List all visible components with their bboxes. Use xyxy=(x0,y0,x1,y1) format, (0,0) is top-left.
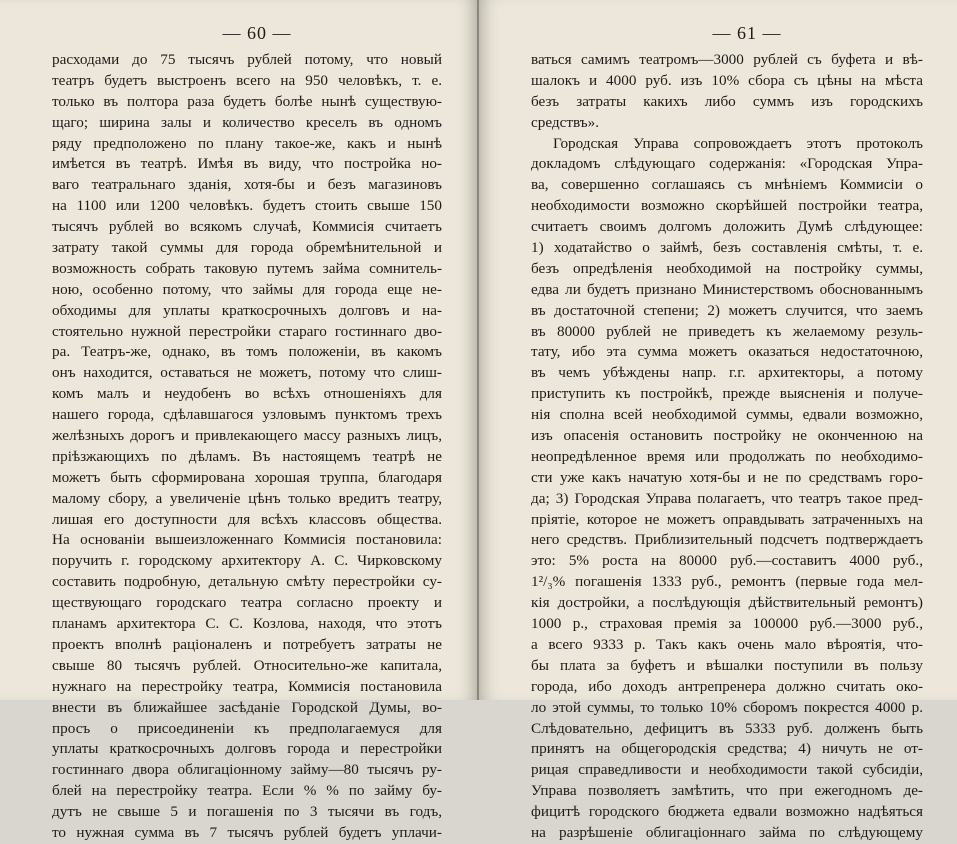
text-line: можетъ быть сформирована хорошая труппа, благодаря xyxy=(52,468,442,486)
text-line: проектъ вполнѣ раціоналенъ и потребуетъ затраты не xyxy=(52,635,442,653)
text-line: пріятіе, которое не можетъ оправдывать затраченныхъ на xyxy=(531,510,923,528)
text-line: театръ будетъ выстроенъ всего на 950 человѣкъ, т. е. xyxy=(52,71,442,89)
text-line: лишая его доступности для всѣхъ классовъ общества. xyxy=(52,510,442,528)
text-line: шалокъ и 4000 руб. изъ 10% сбора съ цѣны на мѣста xyxy=(531,71,923,89)
text-line: него средствъ. Приблизительный подсчетъ подтверждаетъ xyxy=(531,531,923,549)
text-line: свыше 80 тысячъ рублей. Относительно-же капитала, xyxy=(52,656,442,674)
text-line: тату, ибо эта сумма можетъ оказаться недостаточною, xyxy=(531,343,923,361)
text-line: рицая справедливости и необходимости такой субсидіи, xyxy=(531,761,923,779)
text-line: фицитѣ городского бюджета едвали возможно надѣяться xyxy=(531,803,923,821)
text-line: города, ибо доходъ антрепренера должно считать око- xyxy=(531,677,923,695)
text-line: ло этой суммы, то только 10% сборомъ покрестся 4000 р. xyxy=(531,698,923,716)
text-line: въ достаточной степени; 2) можетъ случится, что заемъ xyxy=(531,301,923,319)
text-line: да; 3) Городская Управа полагаетъ, что театръ такое пред- xyxy=(531,489,923,507)
text-line: на 1100 или 1200 человѣкъ. будетъ стоить свыше 150 xyxy=(52,197,442,215)
left-page xyxy=(0,0,478,841)
text-line: въ 80000 рублей не приведетъ къ желаемому резуль- xyxy=(531,322,923,340)
text-line: ваться самимъ театромъ—3000 рублей съ буфета и вѣ- xyxy=(531,51,923,68)
text-line: составить подробную, детальную смѣту перестройки су- xyxy=(52,573,442,591)
text-line: Слѣдовательно, дефицитъ въ 5333 руб. долженъ быть xyxy=(531,719,923,737)
text-line: 1²/₃% погашенія 1333 руб., ремонтъ (первые года мел- xyxy=(531,573,923,591)
body-text xyxy=(531,50,923,844)
text-line: безъ опредѣленія необходимой на постройку суммы, xyxy=(531,259,923,277)
text-line: ною, особенно потому, что займы для города еще не- xyxy=(52,280,442,298)
text-line: ваго театральнаго зданія, хотя-бы и безъ магазиновъ xyxy=(52,176,442,194)
text-line: щаго; ширина залы и количество креселъ въ одномъ xyxy=(52,113,442,131)
text-line: нія сполна всей необходимой суммы, едвали возможно, xyxy=(531,406,923,424)
text-line: имѣется въ театрѣ. Имѣя въ виду, что постройка но- xyxy=(52,155,442,173)
page-number: — 61 — xyxy=(712,23,782,43)
text-line: средствъ». xyxy=(531,113,600,131)
text-line: безъ затраты какихъ либо суммъ изъ городскихъ xyxy=(531,92,923,110)
text-line: расходами до 75 тысячъ рублей потому, что новый xyxy=(52,51,442,68)
text-line: считаетъ своимъ долгомъ доложить Думѣ слѣдующее: xyxy=(531,218,923,236)
right-page xyxy=(479,0,957,841)
text-line: обходимы для уплаты краткосрочныхъ долговъ и на- xyxy=(52,301,442,319)
text-line: на разрѣшеніе облигаціоннаго займа по слѣдующему xyxy=(531,823,923,841)
text-line: нужнаго на перестройку театра, Коммисія постановила xyxy=(52,677,442,695)
text-line: поручить г. городскому архитектору А. С. Чирковскому xyxy=(52,552,442,570)
body-text xyxy=(52,50,442,844)
text-line: тысячъ рублей во всякомъ случаѣ, Коммисія считаетъ xyxy=(52,218,442,236)
text-line: бы плата за буфетъ и вѣшалки поступили въ пользу xyxy=(531,656,923,674)
text-line: а всего 9333 р. Такъ какъ очень мало вѣроятія, что- xyxy=(531,635,923,653)
text-line: ва, совершенно соглашаясь съ мнѣніемъ Коммисіи о xyxy=(531,176,923,194)
text-line: Управа позволяетъ замѣтить, что при ежегодномъ де- xyxy=(531,782,923,800)
text-line: возможность собрать таковую путемъ займа сомнитель- xyxy=(52,259,442,277)
text-line: изъ опасенія остановить постройку не оконченною на xyxy=(531,427,923,445)
text-line: неопредѣленное время или продолжать по необходимо- xyxy=(531,447,923,465)
text-line: въ чемъ убѣждены напр. г.г. архитекторы, а потому xyxy=(531,364,923,382)
paragraph-start-line: Городская Управа сопровождаетъ этотъ протоколъ xyxy=(553,134,923,152)
text-line: пріѣзжающихъ по дѣламъ. Въ настоящемъ театрѣ не xyxy=(52,447,442,465)
text-line: комъ малъ и неудобенъ во всѣхъ отношеніяхъ для xyxy=(52,385,442,403)
text-line: 1) ходатайство о займѣ, безъ составленія смѣты, т. е. xyxy=(531,239,923,257)
text-line: докладомъ слѣдующаго содержанія: «Городская Упра- xyxy=(531,155,923,173)
text-line: затрату такой суммы для города обремѣнительной и xyxy=(52,239,442,257)
text-line: внести въ ближайшее засѣданіе Городской Думы, во- xyxy=(52,698,442,716)
text-line: желѣзныхъ дорогъ и привлекающего массу разныхъ лицъ, xyxy=(52,427,442,445)
text-line: онъ находится, оставаться не можетъ, потому что слиш- xyxy=(52,364,442,382)
text-line: сти уже какъ начатую хотя-бы и не по средствамъ горо- xyxy=(531,468,923,486)
text-line: это: 5% роста на 80000 руб.—составитъ 4000 руб., xyxy=(531,552,923,570)
text-line: просъ о присоединеніи къ предполагаемуся для xyxy=(52,719,442,737)
text-line: стоятельно нужной перестройки стараго гостиннаго дво- xyxy=(52,322,442,340)
text-line: едва ли будетъ признано Министерствомъ обоснованнымъ xyxy=(531,280,923,298)
text-line: ра. Театръ-же, однако, въ томъ положеніи, въ какомъ xyxy=(52,343,442,361)
text-line: ществующаго городскаго театра согласно проекту и xyxy=(52,594,442,612)
text-line: кія достройки, а послѣдующія дѣйствительный ремонтъ) xyxy=(531,594,923,612)
text-line: приступить къ постройкѣ, прежде выясненія и получе- xyxy=(531,385,923,403)
text-line: ряду предположено по плану такое-же, какъ и нынѣ xyxy=(52,134,442,152)
text-line: На основаніи вышеизложеннаго Коммисія постановила: xyxy=(52,531,442,549)
text-line: малому сбору, а увеличеніе цѣнъ только вредитъ театру, xyxy=(52,489,442,507)
text-line: блей на перестройку театра. Если % % по займу бу- xyxy=(52,782,442,800)
text-line: дутъ не свыше 5 и погашенія по 3 тысячи въ годъ, xyxy=(52,803,442,821)
text-line: планамъ архитектора С. С. Козлова, находя, что этотъ xyxy=(52,615,442,633)
text-line: то нужная сумма въ 7 тысячъ рублей будетъ уплачи- xyxy=(52,823,442,841)
text-line: уплаты краткосрочныхъ долговъ города и перестройки xyxy=(52,740,442,758)
text-line: только въ полтора раза будетъ болѣе нынѣ существую- xyxy=(52,92,442,110)
text-line: 1000 р., страховая премія за 100000 руб.—3000 руб., xyxy=(531,615,923,633)
page-number: — 60 — xyxy=(222,23,292,43)
text-line: нашего города, сдѣлавшагося узловымъ пунктомъ трехъ xyxy=(52,406,442,424)
text-line: гостиннаго двора облигаціонному займу—80 тысячъ ру- xyxy=(52,761,442,779)
text-line: принятъ на общегородскія средства; 4) ничуть не от- xyxy=(531,740,923,758)
text-line: необходимости возможно скорѣйшей постройки театра, xyxy=(531,197,923,215)
